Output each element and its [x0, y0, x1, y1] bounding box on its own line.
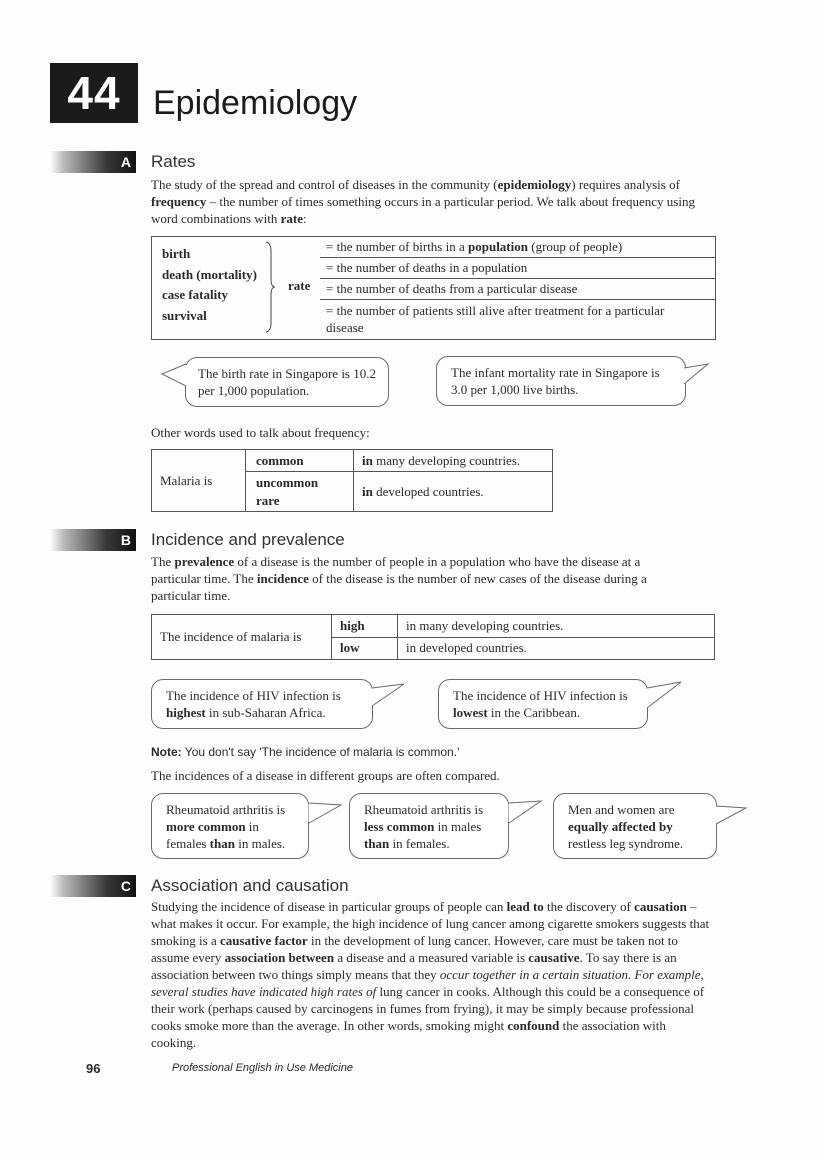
rate-label: rate	[288, 278, 311, 293]
rate-def: = the number of patients still alive after treatment for a particular disease	[326, 303, 665, 335]
section-a-title: Rates	[151, 152, 196, 171]
section-b-title: Incidence and prevalence	[151, 530, 345, 549]
compare-text: The incidences of a disease in different groups are often compared.	[151, 768, 500, 783]
section-c-title: Association and causation	[151, 876, 349, 895]
frequency-intro: Other words used to talk about frequency:	[151, 425, 370, 440]
rate-term: birth	[162, 246, 191, 261]
incidence-subject: The incidence of malaria is	[152, 615, 332, 660]
bubble-tail-icon	[714, 800, 748, 830]
speech-bubble: The birth rate in Singapore is 10.2 per 1,000 population.	[185, 357, 389, 407]
incidence-level: high	[332, 615, 398, 638]
incidence-where: in many developing countries.	[398, 615, 715, 638]
rate-definitions	[320, 237, 716, 339]
speech-bubble: Rheumatoid arthritis is more common in females than in males.	[151, 793, 309, 859]
incidence-where: in developed countries.	[398, 637, 715, 660]
rate-def: = the number of deaths in a population	[320, 258, 716, 279]
brace	[264, 241, 276, 333]
speech-bubble: The incidence of HIV infection is lowest in the Caribbean.	[438, 679, 648, 729]
bubble-tail-icon	[160, 362, 190, 392]
speech-bubble: The incidence of HIV infection is highest in sub-Saharan Africa.	[151, 679, 373, 729]
unit-number: 44	[50, 63, 138, 123]
rate-terms	[162, 244, 257, 326]
rate-term: death (mortality)	[162, 266, 257, 282]
book-title: Professional English in Use Medicine	[172, 1062, 353, 1074]
page-title: Epidemiology	[153, 84, 358, 122]
rates-intro: The study of the spread and control of diseases in the community (epidemiology) requires analysis of frequency – the number of times something occurs in a particular period. We talk about frequency using word combinations with rate:	[151, 177, 695, 226]
section-b-marker: B	[50, 529, 136, 551]
frequency-where: in developed countries.	[354, 472, 553, 512]
incidence-level: low	[332, 637, 398, 660]
section-c-marker: C	[50, 875, 136, 897]
note: Note: You don't say 'The incidence of malaria is common.'	[151, 745, 460, 759]
bubble-tail-icon	[682, 362, 710, 392]
frequency-subject: Malaria is	[152, 450, 246, 512]
causation-text: Studying the incidence of disease in particular groups of people can lead to the discovery of causation – what makes it occur. For example, the high incidence of lung cancer among cigarette smokers suggests that smoking is a causative factor in the development of lung cancer. However, care must be taken not to assume every association between a disease and a measured variable is causative. To say there is an association between two things simply means that they occur together in a certain situation. For example, several studies have indicated high rates of lung cancer in cooks. Although this could be a consequence of their work (perhaps caused by carcinogens in fumes from frying), it may be simply because professional cooks smoke more than the average. In other words, smoking might confound the association with cooking.	[151, 899, 710, 1050]
frequency-word: uncommon rare	[246, 472, 354, 512]
rate-def: = the number of deaths from a particular disease	[320, 279, 716, 300]
speech-bubble: The infant mortality rate in Singapore is 3.0 per 1,000 live births.	[436, 356, 686, 406]
incidence-table	[151, 614, 715, 660]
rate-table	[151, 236, 716, 340]
speech-bubble: Rheumatoid arthritis is less common in males than in females.	[349, 793, 509, 859]
rate-term: case fatality	[162, 287, 229, 302]
section-a-marker: A	[50, 151, 136, 173]
incidence-text: The prevalence of a disease is the number of people in a population who have the disease at a particular time. The incidence of the disease is the number of new cases of the disease during a particular time.	[151, 554, 647, 603]
bubble-tail-icon	[307, 797, 343, 829]
frequency-where: in many developing countries.	[354, 450, 553, 472]
rate-def: = the number of births in a population (group of people)	[320, 237, 716, 258]
frequency-table	[151, 449, 553, 512]
page-number: 96	[86, 1061, 101, 1076]
bubble-tail-icon	[370, 682, 406, 710]
frequency-word: common	[246, 450, 354, 472]
bubble-tail-icon	[645, 680, 683, 714]
bubble-tail-icon	[507, 797, 543, 829]
rate-term: survival	[162, 307, 207, 323]
speech-bubble: Men and women are equally affected by restless leg syndrome.	[553, 793, 717, 859]
